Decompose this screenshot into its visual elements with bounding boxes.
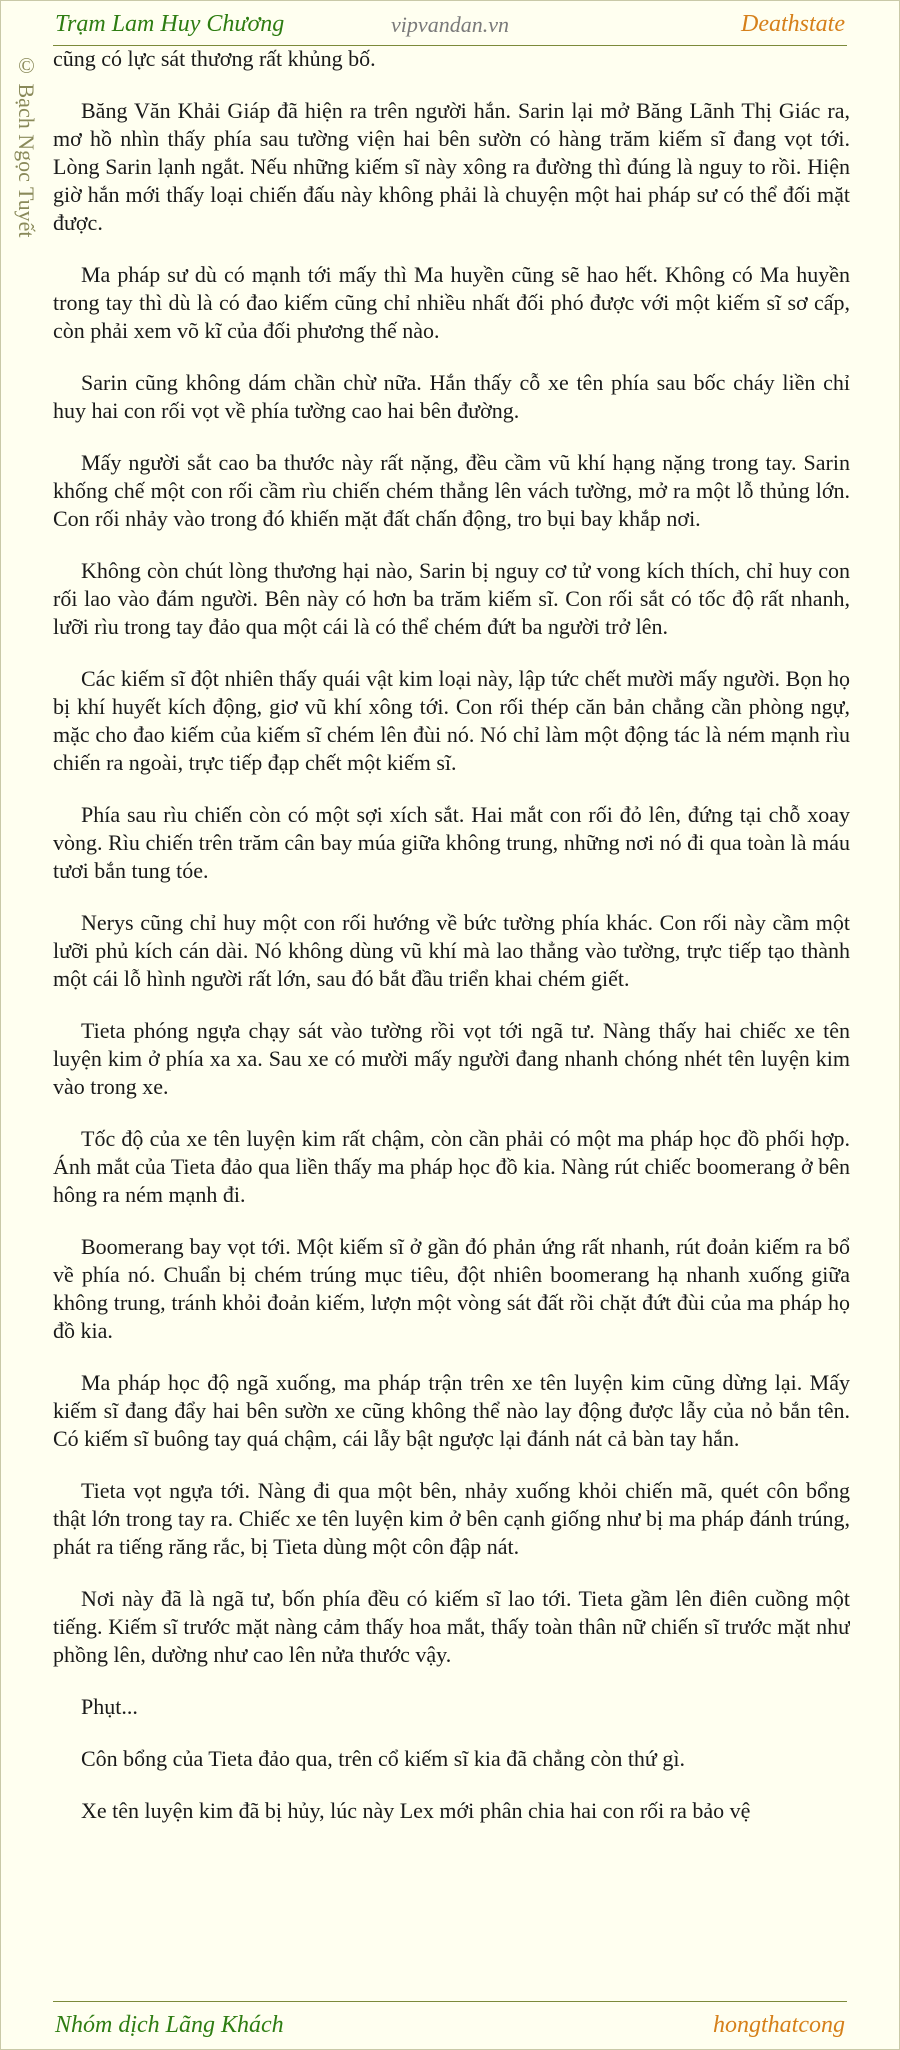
paragraph: Ma pháp học độ ngã xuống, ma pháp trận trên xe tên luyện kim cũng dừng lại. Mấy kiếm sĩ đang đẩy hai bên sườn xe cũng không thể nào lay động được lẫy của nỏ bắn tên. Có kiếm sĩ buông tay quá chậm, cái lẫy bật ngược lại đánh nát cả bàn tay hắn. <box>53 1370 850 1451</box>
page-header <box>53 7 847 46</box>
header-right-title: Deathstate <box>741 11 845 37</box>
paragraph: Các kiếm sĩ đột nhiên thấy quái vật kim loại này, lập tức chết mười mấy người. Bọn họ bị khí huyết kích động, giơ vũ khí xông tới. Con rối thép căn bản chẳng cần phòng ngự, mặc cho đao kiếm của kiếm sĩ chém lên đùi nó. Nó chỉ làm một động tác là ném mạnh rìu chiến ra ngoài, trực tiếp đạp chết một kiếm sĩ. <box>53 666 850 775</box>
paragraph: Tieta phóng ngựa chạy sát vào tường rồi vọt tới ngã tư. Nàng thấy hai chiếc xe tên luyện kim ở phía xa xa. Sau xe có mười mấy người đang nhanh chóng nhét tên luyện kim vào trong xe. <box>53 1018 850 1099</box>
copyright-sidebar: © Bạch Ngọc Tuyết <box>14 53 39 238</box>
paragraph: Tốc độ của xe tên luyện kim rất chậm, còn cần phải có một ma pháp học đồ phối hợp. Ánh mắt của Tieta đảo qua liền thấy ma pháp học đồ kia. Nàng rút chiếc boomerang ở bên hông ra ném mạnh đi. <box>53 1126 850 1207</box>
paragraph: Phía sau rìu chiến còn có một sợi xích sắt. Hai mắt con rối đỏ lên, đứng tại chỗ xoay vòng. Rìu chiến trên trăm cân bay múa giữa không trung, những nơi nó đi qua toàn là máu tươi bắn tung tóe. <box>53 802 850 883</box>
paragraph: Sarin cũng không dám chần chừ nữa. Hắn thấy cỗ xe tên phía sau bốc cháy liền chỉ huy hai con rối vọt về phía tường cao hai bên đường. <box>53 370 850 423</box>
document-body <box>53 45 850 1999</box>
paragraph: Không còn chút lòng thương hại nào, Sarin bị nguy cơ tử vong kích thích, chỉ huy con rối lao vào đám người. Bên này có hơn ba trăm kiếm sĩ. Con rối sắt có tốc độ rất nhanh, lưỡi rìu trong tay đảo qua một cái là có thể chém đứt ba người trở lên. <box>53 558 850 639</box>
page-footer <box>53 2001 847 2046</box>
paragraph: Phụt... <box>81 1694 138 1719</box>
paragraph: Xe tên luyện kim đã bị hủy, lúc này Lex mới phân chia hai con rối ra bảo vệ <box>81 1798 751 1823</box>
footer-source: hongthatcong <box>713 2012 845 2038</box>
footer-translator-group: Nhóm dịch Lãng Khách <box>55 2012 284 2038</box>
paragraph: Mấy người sắt cao ba thước này rất nặng, đều cầm vũ khí hạng nặng trong tay. Sarin khống chế một con rối cầm rìu chiến chém thẳng lên vách tường, mở ra một lỗ thủng lớn. Con rối nhảy vào trong đó khiến mặt đất chấn động, tro bụi bay khắp nơi. <box>53 450 850 531</box>
paragraph: Nerys cũng chỉ huy một con rối hướng về bức tường phía khác. Con rối này cầm một lưỡi phủ kích cán dài. Nó không dùng vũ khí mà lao thẳng vào tường, trực tiếp tạo thành một cái lỗ hình người rất lớn, sau đó bắt đầu triển khai chém giết. <box>53 910 850 991</box>
header-site-name: vipvandan.vn <box>391 12 509 37</box>
paragraph: Tieta vọt ngựa tới. Nàng đi qua một bên, nhảy xuống khỏi chiến mã, quét côn bổng thật lớn trong tay ra. Chiếc xe tên luyện kim ở bên cạnh giống như bị ma pháp đánh trúng, phát ra tiếng răng rắc, bị Tieta dùng một côn đập nát. <box>53 1478 850 1559</box>
header-left-title: Trạm Lam Huy Chương <box>55 11 285 37</box>
paragraph: cũng có lực sát thương rất khủng bố. <box>53 46 376 71</box>
paragraph: Nơi này đã là ngã tư, bốn phía đều có kiếm sĩ lao tới. Tieta gầm lên điên cuồng một tiếng. Kiếm sĩ trước mặt nàng cảm thấy hoa mắt, thấy toàn thân nữ chiến sĩ trước mặt như phồng lên, dường như cao lên nửa thước vậy. <box>53 1586 850 1667</box>
paragraph: Ma pháp sư dù có mạnh tới mấy thì Ma huyền cũng sẽ hao hết. Không có Ma huyền trong tay thì dù là có đao kiếm cũng chỉ nhiều nhất đối phó được với một kiếm sĩ sơ cấp, còn phải xem võ kĩ của đối phương thế nào. <box>53 262 850 343</box>
paragraph: Băng Văn Khải Giáp đã hiện ra trên người hắn. Sarin lại mở Băng Lãnh Thị Giác ra, mơ hồ nhìn thấy phía sau tường viện hai bên sườn có hàng trăm kiếm sĩ đang vọt tới. Lòng Sarin lạnh ngắt. Nếu những kiếm sĩ này xông ra đường thì đúng là nguy to rồi. Hiện giờ hắn mới thấy loại chiến đấu này không phải là chuyện một hai pháp sư có thể đối mặt được. <box>53 98 850 235</box>
paragraph: Boomerang bay vọt tới. Một kiếm sĩ ở gần đó phản ứng rất nhanh, rút đoản kiếm ra bổ về phía nó. Chuẩn bị chém trúng mục tiêu, đột nhiên boomerang hạ nhanh xuống giữa không trung, tránh khỏi đoản kiếm, lượn một vòng sát đất rồi chặt đứt đùi của ma pháp họ đồ kia. <box>53 1234 850 1343</box>
paragraph: Côn bổng của Tieta đảo qua, trên cổ kiếm sĩ kia đã chẳng còn thứ gì. <box>81 1746 685 1771</box>
